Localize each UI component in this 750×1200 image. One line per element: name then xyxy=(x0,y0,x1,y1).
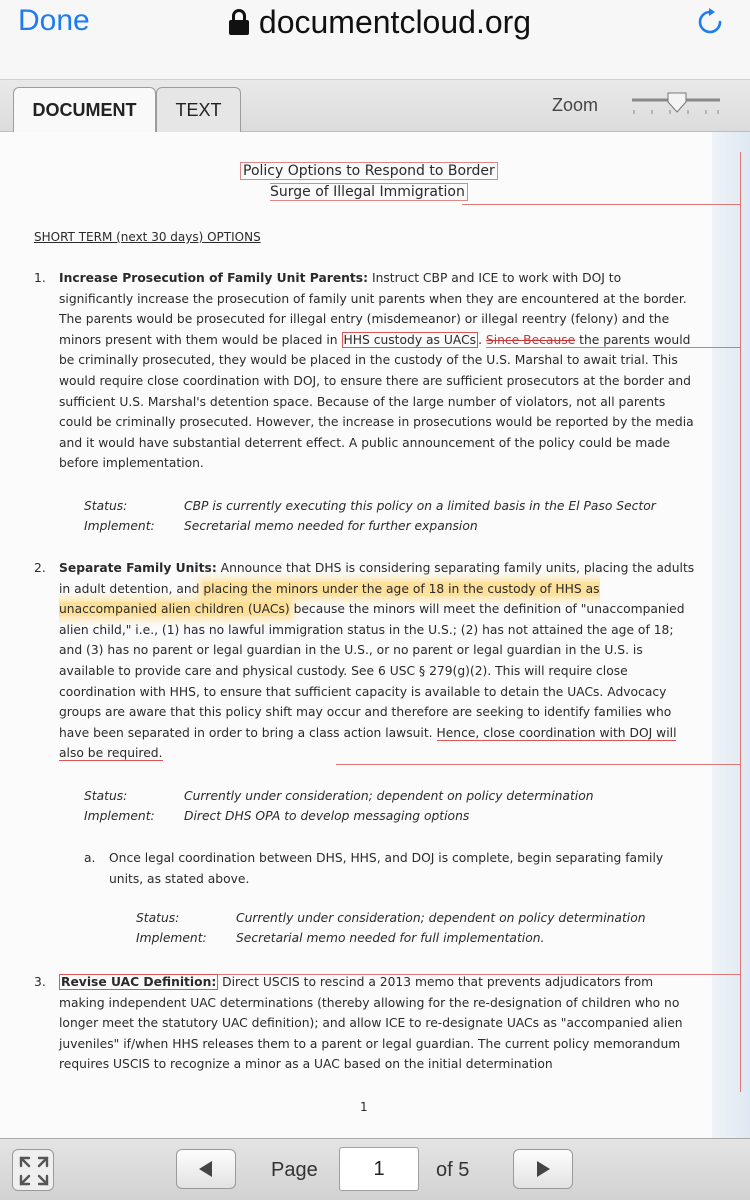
strikethrough-text: Since Because xyxy=(485,332,576,347)
implement-value: Secretarial memo needed for full implementation. xyxy=(236,931,545,945)
viewer-toolbar xyxy=(0,80,750,132)
status-key: Status: xyxy=(84,499,128,513)
tab-text[interactable]: TEXT xyxy=(156,87,241,132)
item-heading: Revise UAC Definition: xyxy=(61,975,217,989)
url-text: documentcloud.org xyxy=(258,3,532,40)
status-value: Currently under consideration; dependent on policy determination xyxy=(184,789,594,803)
status-value: CBP is currently executing this policy on a limited basis in the El Paso Sector xyxy=(184,499,656,513)
implement-row xyxy=(84,516,478,537)
doc-title-line1: Policy Options to Respond to Border xyxy=(240,162,498,180)
done-button[interactable]: Done xyxy=(18,4,90,37)
status-row xyxy=(84,496,656,517)
item-text: Instruct CBP and ICE to work with DOJ to significantly increase the prosecution of family unit parents when they are encountered at the border. The parents would be prosecuted for illegal entry (misdemeanor) or illegal reentry (felony) and the minors present with them would be placed in xyxy=(59,271,687,347)
sub-item-number: a. xyxy=(84,851,96,865)
next-page-button[interactable] xyxy=(513,1149,573,1189)
document-viewport[interactable] xyxy=(0,132,750,1138)
previous-page-button[interactable] xyxy=(176,1149,236,1189)
lock-icon xyxy=(229,9,249,35)
triangle-left-icon xyxy=(196,1159,216,1179)
implement-row xyxy=(136,928,544,949)
expand-button[interactable] xyxy=(12,1149,54,1191)
page-label: Page xyxy=(271,1159,318,1181)
implement-key: Implement: xyxy=(84,519,155,533)
address-bar[interactable] xyxy=(190,2,570,42)
tab-document[interactable]: DOCUMENT xyxy=(13,87,156,132)
document-page xyxy=(0,132,750,1138)
markup-line xyxy=(740,152,741,1092)
implement-value: Direct DHS OPA to develop messaging options xyxy=(184,809,470,823)
sub-item-text: Once legal coordination between DHS, HHS, and DOJ is complete, begin separating family units, as stated above. xyxy=(109,851,664,886)
implement-key: Implement: xyxy=(84,809,155,823)
status-value: Currently under consideration; dependent on policy determination xyxy=(236,911,646,925)
zoom-slider[interactable] xyxy=(630,92,722,118)
reload-icon[interactable] xyxy=(696,8,724,36)
item-number: 1. xyxy=(34,271,46,285)
item-text: Announce that DHS is considering separating family units, placing the adults in adult detention, and xyxy=(59,561,695,596)
item-number: 2. xyxy=(34,561,46,575)
implement-key: Implement: xyxy=(136,931,207,945)
markup-box: HHS custody as UACs xyxy=(343,332,477,347)
option-item-2 xyxy=(34,558,699,764)
page-count-label: of 5 xyxy=(436,1159,470,1181)
pager-toolbar xyxy=(0,1138,750,1200)
item-heading: Increase Prosecution of Family Unit Parents: xyxy=(59,271,369,285)
doc-title-line2-text: Surge of Illegal Immigration xyxy=(270,183,468,201)
browser-toolbar xyxy=(0,0,750,80)
markup-line xyxy=(336,764,740,765)
status-key: Status: xyxy=(84,789,128,803)
section-heading: SHORT TERM (next 30 days) OPTIONS xyxy=(34,230,261,244)
item-text: because the minors will meet the definition of "unaccompanied alien child," i.e., (1) has no lawful immigration status in the U.S.; (2) has not attained the age of 18; and (3) has no parent or legal guardian in the U.S., or no parent or legal guardian in the U.S. is available to provide care and physical custody. See 6 USC § 279(g)(2). This will require close coordination with HHS, to ensure that sufficient capacity is available to detain the UACs. Advocacy groups are aware that this policy shift may occur and therefore are seeking to identify families who have been separated in order to bring a class action lawsuit. xyxy=(59,602,685,740)
zoom-label: Zoom xyxy=(552,95,599,115)
implement-row xyxy=(84,806,469,827)
highlighted-text: placing the minors under the age of 18 in the custody of HHS as unaccompanied alien children (UACs) xyxy=(59,581,600,617)
triangle-right-icon xyxy=(533,1159,553,1179)
page-edge-strip xyxy=(712,132,750,1138)
sub-item-a xyxy=(84,848,684,889)
status-row xyxy=(84,786,594,807)
expand-icon xyxy=(13,1150,55,1192)
doc-title-line2 xyxy=(270,184,468,200)
implement-value: Secretarial memo needed for further expansion xyxy=(184,519,478,533)
option-item-3 xyxy=(34,972,699,1075)
page-number: 1 xyxy=(360,1100,368,1114)
item-text: Direct USCIS to rescind a 2013 memo that prevents adjudicators from making independent UAC determinations (thereby allowing for the re-designation of children who no longer meet the statutory UAC definition); and allow ICE to re-designate UACs as "accompanied alien juveniles" if/when HHS releases them to a parent or legal guardian. The current policy memorandum requires USCIS to recognize a minor as a UAC based on the initial determination xyxy=(59,975,683,1072)
markup-line xyxy=(462,204,740,205)
item-heading: Separate Family Units: xyxy=(59,561,217,575)
item-number: 3. xyxy=(34,975,46,989)
item-text: the parents would be criminally prosecuted, they would be placed in the custody of the U.S. Marshal to await trial. This would require close coordination with DOJ, to ensure there are sufficient prosecutors at the border and sufficient U.S. Marshal's detention space. Because of the large number of violators, not all parents could be criminally prosecuted. However, the increase in prosecutions would be reported by the media and it would have substantial deterrent effect. A public announcement of the policy could be made before implementation. xyxy=(59,332,694,471)
markup-underline: Hence, close coordination with DOJ will also be required. xyxy=(59,725,677,761)
page-number-input[interactable]: 1 xyxy=(339,1147,419,1191)
status-key: Status: xyxy=(136,911,180,925)
option-item-1: 1. Increase Prosecution of Family Unit Parents: Instruct CBP and ICE to work with DOJ to significantly increase the prosecution of family unit parents when they are encountered at the border. The parents would be prosecuted for illegal entry (misdemeanor) or illegal reentry (felony) and the minors present with them would be placed in HHS custody as UACs . Since Because the parents would be criminally prosecuted, they would be placed in the custody of the U.S. Marshal to await trial. This would require close coordination with DOJ, to ensure there are sufficient prosecutors at the border and sufficient U.S. Marshal's detention space. Because of the large number of violators, not all parents could be criminally prosecuted. However, the increase in prosecutions would be reported by the media and it would have substantial deterrent effect. A public announcement of the policy could be made before implementation. xyxy=(34,268,699,474)
status-row xyxy=(136,908,646,929)
